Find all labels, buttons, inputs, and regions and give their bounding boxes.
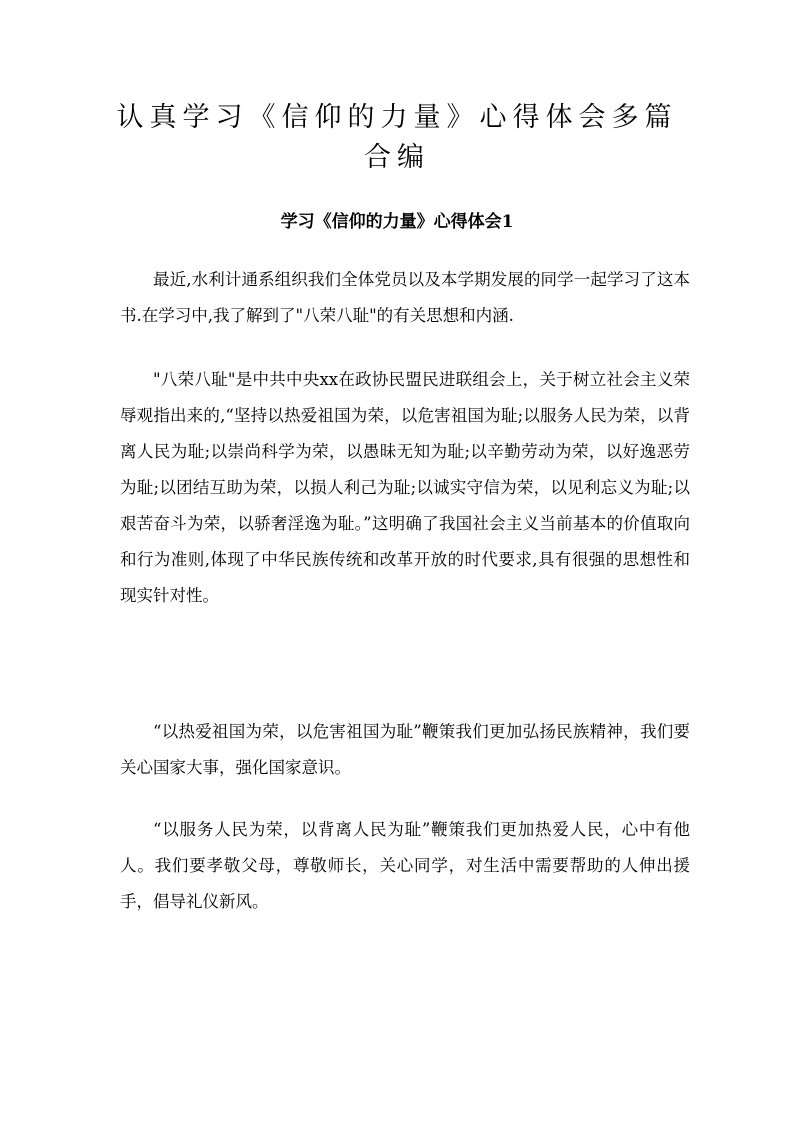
section-subtitle: 学习《信仰的力量》心得体会1 bbox=[280, 212, 514, 232]
paragraph: 最近,水利计通系组织我们全体党员以及本学期发展的同学一起学习了这本书.在学习中,我了解到了"八荣八耻"的有关思想和内涵. bbox=[120, 270, 690, 325]
paragraph: "八荣八耻"是中共中央xx在政协民盟民进联组会上，关于树立社会主义荣辱观指出来的,“坚持以热爱祖国为荣，以危害祖国为耻;以服务人民为荣，以背离人民为耻;以崇尚科学为荣，以愚昧无知为耻;以辛勤劳动为荣，以好逸恶劳为耻;以团结互助为荣，以损人利己为耻;以诚实守信为荣，以见利忘义为耻;以艰苦奋斗为荣，以骄奢淫逸为耻。”这明确了我国社会主义当前基本的价值取向和行为准则,体现了中华民族传统和改革开放的时代要求,具有很强的思想性和现实针对性。 bbox=[120, 370, 690, 605]
paragraph: “以热爱祖国为荣，以危害祖国为耻”鞭策我们更加弘扬民族精神，我们要关心国家大事，强化国家意识。 bbox=[120, 722, 690, 777]
document-title: 认真学习《信仰的力量》心得体会多篇合编 bbox=[116, 102, 678, 173]
paragraph: “以服务人民为荣，以背离人民为耻”鞭策我们更加热爱人民，心中有他人。我们要孝敬父母，尊敬师长，关心同学，对生活中需要帮助的人伸出援手，倡导礼仪新风。 bbox=[120, 820, 690, 911]
